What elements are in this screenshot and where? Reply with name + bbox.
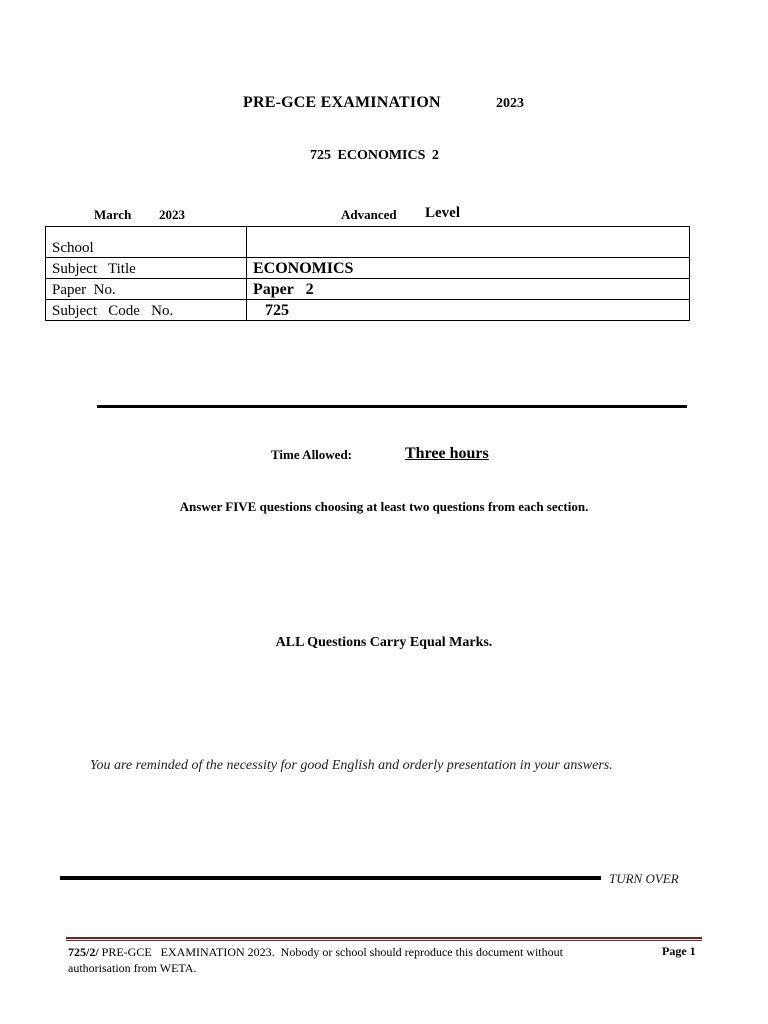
footer-code: 725/2/ bbox=[68, 945, 99, 959]
exam-month: March bbox=[94, 207, 132, 222]
top-divider bbox=[97, 405, 687, 408]
table-row bbox=[46, 300, 690, 321]
footer-note bbox=[68, 944, 628, 976]
bottom-divider bbox=[60, 876, 601, 880]
paper-no-value: Paper 2 bbox=[247, 279, 690, 300]
table-row bbox=[46, 279, 690, 300]
footer-rule-red bbox=[66, 937, 702, 939]
subject-line: 725 ECONOMICS 2 bbox=[310, 148, 439, 163]
level-label: Level bbox=[425, 205, 460, 221]
advanced-label: Advanced bbox=[341, 207, 397, 222]
info-table bbox=[45, 226, 690, 321]
table-row bbox=[46, 227, 690, 258]
time-allowed-label: Time Allowed: bbox=[271, 447, 353, 462]
subject-title-label: Subject Title bbox=[46, 258, 247, 279]
school-label: School bbox=[46, 227, 247, 258]
footer-text: PRE-GCE EXAMINATION 2023. Nobody or school should reproduce this document without authorisation from WETA. bbox=[68, 945, 566, 975]
time-allowed-value: Three hours bbox=[405, 445, 489, 462]
exam-title: PRE-GCE EXAMINATION bbox=[243, 94, 441, 111]
marks-instruction: ALL Questions Carry Equal Marks. bbox=[275, 635, 493, 650]
answer-instruction: Answer FIVE questions choosing at least two questions from each section. bbox=[179, 499, 589, 514]
school-value bbox=[247, 227, 690, 258]
subject-title-value: ECONOMICS bbox=[247, 258, 690, 279]
exam-year: 2023 bbox=[496, 96, 524, 111]
table-row bbox=[46, 258, 690, 279]
paper-no-label: Paper No. bbox=[46, 279, 247, 300]
subject-code-label: Subject Code No. bbox=[46, 300, 247, 321]
turn-over-label: TURN OVER bbox=[609, 871, 679, 886]
footer-rule-black bbox=[66, 940, 702, 941]
exam-month-year: 2023 bbox=[159, 207, 185, 222]
page-number: Page 1 bbox=[662, 944, 696, 958]
reminder-note: You are reminded of the necessity for good English and orderly presentation in your answers. bbox=[90, 758, 613, 773]
subject-code-value: 725 bbox=[247, 300, 690, 321]
